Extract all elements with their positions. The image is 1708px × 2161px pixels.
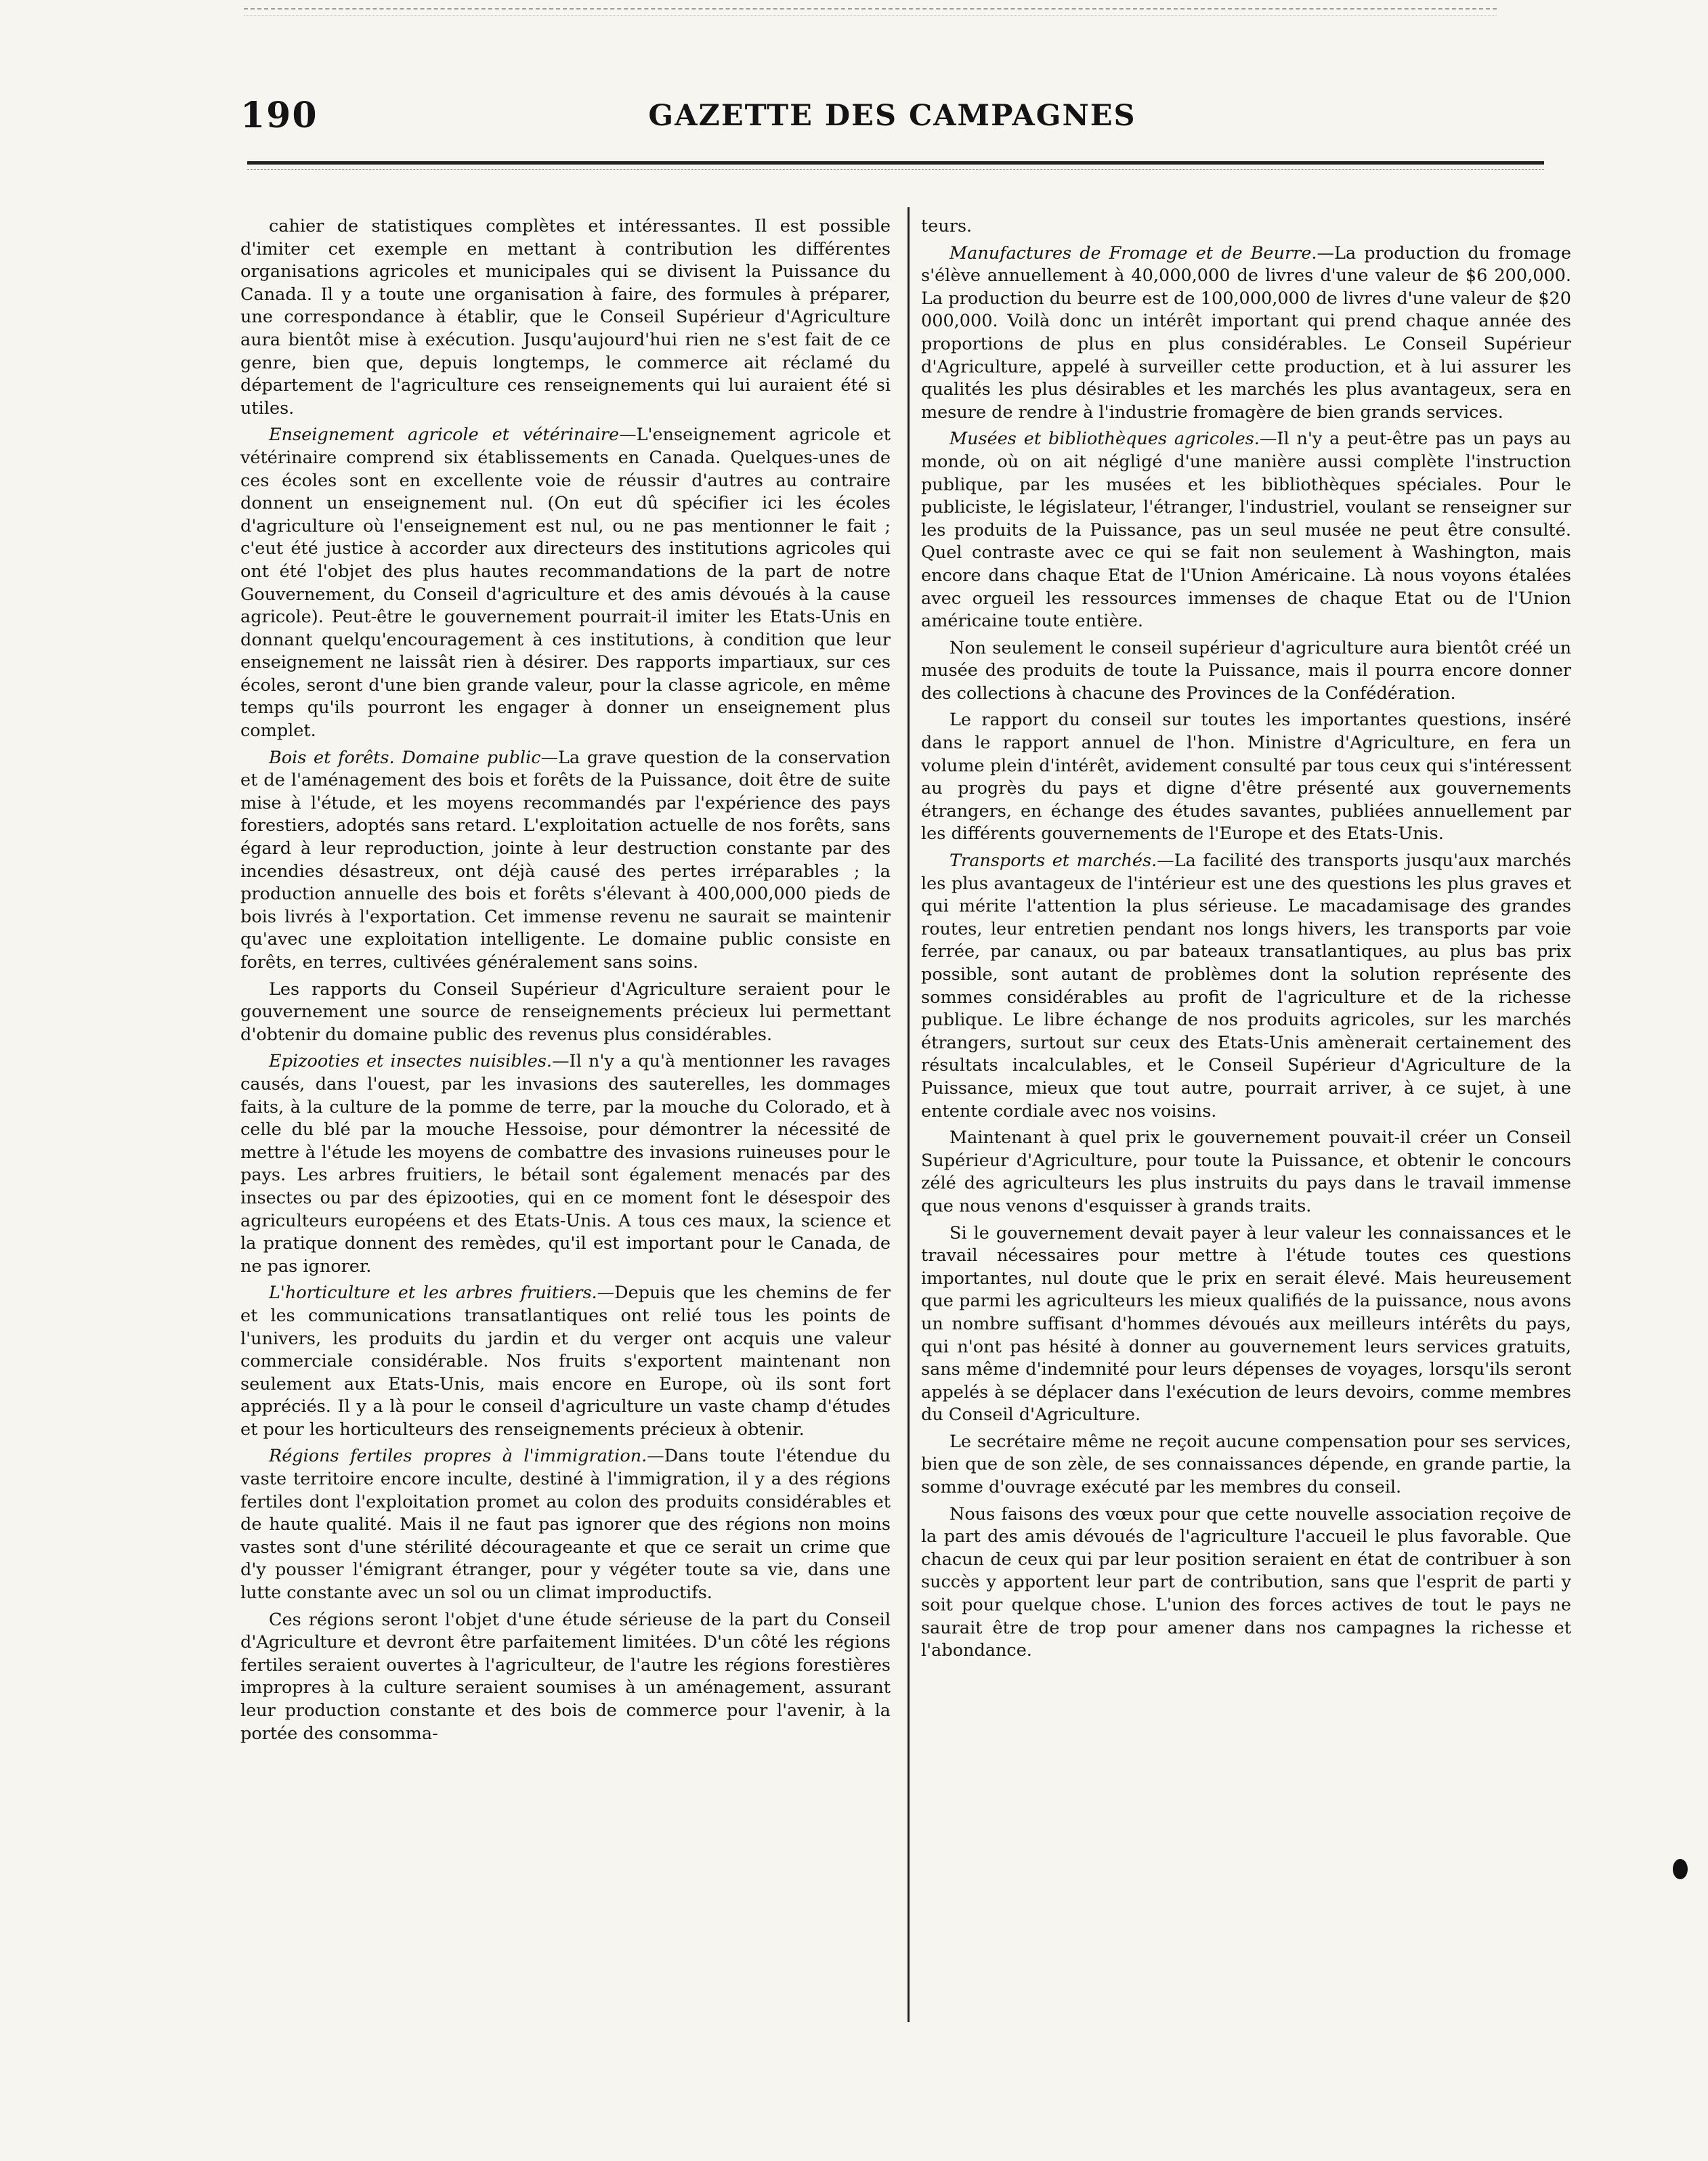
paragraph-heading: Enseignement agricole et vétérinaire [269, 425, 620, 446]
paragraph-text: Les rapports du Conseil Supérieur d'Agriculture seraient pour le gouvernement une source de renseignements précieux lui permettant d'obtenir du domaine public des revenus plus considérables. [240, 979, 891, 1045]
paragraph [240, 747, 891, 975]
paragraph [240, 424, 891, 742]
paragraph-text: Le secrétaire même ne reçoit aucune compensation pour ses services, bien que de son zèle, de ses connaissances dépende, en grande partie, la somme d'ouvrage exécuté par les membres du conseil. [921, 1431, 1571, 1498]
paragraph-heading: Manufactures de Fromage et de Beurre. [949, 242, 1317, 263]
paragraph-text: —La production du fromage s'élève annuellement à 40,000,000 de livres d'une valeur de $6 200,000. La production du beurre est de 100,000,000 de livres d'une valeur de $20 000,000. Voilà donc un intérêt important qui prend chaque année des proportions de plus en plus considérables. Le Conseil Supérieur d'Agriculture, appelé à surveiller cette production, et à lui assurer les qualités les plus désirables et les marchés les plus avantageux, sera en mesure de rendre à l'industrie fromagère de bien grands services. [921, 242, 1571, 423]
left-column [240, 215, 891, 1749]
page-title: GAZETTE DES CAMPAGNES [648, 99, 1136, 133]
right-column [921, 215, 1571, 1667]
paragraph [921, 1222, 1571, 1427]
column-divider [908, 207, 910, 2022]
page-header [240, 95, 1544, 149]
paragraph [921, 215, 1571, 238]
header-rule-thin [247, 169, 1544, 170]
paragraph [240, 1282, 891, 1441]
paragraph-text: —Depuis que les chemins de fer et les communications transatlantiques ont relié tous les points de l'univers, les produits du jardin et du verger ont acquis une valeur commerciale considérable. Nos fruits s'exportent maintenant non seulement aux Etats-Unis, mais encore en Europe, où ils sont fort appréciés. Il y a là pour le conseil d'agriculture un vaste champ d'études et pour les horticulteurs des renseignements précieux à obtenir. [240, 1283, 891, 1440]
paragraph [921, 709, 1571, 846]
paragraph [921, 850, 1571, 1123]
paragraph-heading: Epizooties et insectes nuisibles. [269, 1051, 553, 1072]
paragraph-text: —Il n'y a peut-être pas un pays au monde, où on ait négligé d'une manière aussi complète l'instruction publique, par les musées et les bibliothèques spéciales. Pour le publiciste, le législateur, l'étranger, l'industriel, voulant se renseigner sur les produits de la Puissance, pas un seul musée ne peut être consulté. Quel contraste avec ce qui se fait non seulement à Washington, mais encore dans chaque Etat de l'Union Américaine. Là nous voyons étalées avec orgueil les ressources immenses de chaque Etat ou de l'Union américaine toute entière. [921, 429, 1572, 632]
page-number: 190 [240, 95, 318, 136]
paragraph-text: —La grave question de la conservation et de l'aménagement des bois et forêts de la Puissance, doit être de suite mise à l'étude, et les moyens recommandés par l'expérience des pays forestiers, adoptés sans retard. L'exploitation actuelle de nos forêts, sans égard à leur reproduction, jointe à leur destruction constante par des incendies désastreux, ont déjà causé des pertes irréparables ; la production annuelle des bois et forêts s'élevant à 400,000,000 pieds de bois livrés à l'exportation. Cet immense revenu ne saurait se maintenir qu'avec une exploitation intelligente. Le domaine public consiste en forêts, en terres, cultivées généralement sans soins. [240, 747, 891, 972]
paragraph [921, 1503, 1571, 1663]
paragraph-text: —Dans toute l'étendue du vaste territoire encore inculte, destiné à l'immigration, il y a des régions fertiles dont l'exploitation promet au colon des produits considérables et de haute qualité. Mais il ne faut pas ignorer que des régions non moins vastes sont d'une stérilité décourageante et que ce serait un crime que d'y pousser l'émigrant étranger, pour y végéter toute sa vie, dans une lutte constante avec un sol ou un climat improductifs. [240, 1446, 891, 1604]
paragraph [921, 428, 1571, 633]
top-edge-rule [244, 8, 1497, 9]
paragraph-text: Ces régions seront l'objet d'une étude sérieuse de la part du Conseil d'Agriculture et devront être parfaitement limitées. D'un côté les régions fertiles seraient ouvertes à l'agriculteur, de l'autre les régions forestières impropres à la culture seraient soumises à un aménagement, assurant leur production constante et des bois de commerce pour l'avenir, à la portée des consomma- [240, 1609, 891, 1744]
paragraph-heading: Musées et bibliothèques agricoles. [949, 429, 1260, 450]
paragraph [240, 215, 891, 420]
paragraph-text: Le rapport du conseil sur toutes les importantes questions, inséré dans le rapport annuel de l'hon. Ministre d'Agriculture, en fera un volume plein d'intérêt, avidement consulté par tous ceux qui s'intéressent au progrès du pays et digne d'être présenté aux gouvernements étrangers, en échange des études savantes, publiées annuellement par les différents gouvernements de l'Europe et des Etats-Unis. [921, 710, 1571, 844]
paragraph-text: —Il n'y a qu'à mentionner les ravages causés, dans l'ouest, par les invasions des sauterelles, les dommages faits, à la culture de la pomme de terre, par la mouche du Colorado, et à celle du blé par la mouche Hessoise, pour démontrer la nécessité de mettre à l'étude les moyens de combattre des invasions ruineuses pour le pays. Les arbres fruitiers, le bétail sont également menacés par des insectes ou par des épizooties, qui en ce moment font le désespoir des agriculteurs européens et des Etats-Unis. A tous ces maux, la science et la pratique donnent des remèdes, qu'il est important pour le Canada, de ne pas ignorer. [240, 1051, 891, 1277]
header-rule [247, 161, 1544, 165]
paragraph [240, 1445, 891, 1604]
paragraph-heading: L'horticulture et les arbres fruitiers. [269, 1283, 597, 1304]
top-edge-rule-dotted [244, 15, 1497, 16]
paragraph [240, 1609, 891, 1746]
paragraph [921, 1127, 1571, 1218]
paragraph-text: Maintenant à quel prix le gouvernement pouvait-il créer un Conseil Supérieur d'Agriculture, pour toute la Puissance, et obtenir le concours zélé des agriculteurs les plus instruits du pays dans le travail immense que nous venons d'esquisser à grands traits. [921, 1128, 1571, 1216]
paragraph-text: Si le gouvernement devait payer à leur valeur les connaissances et le travail nécessaires pour mettre à l'étude toutes ces questions importantes, nul doute que le prix en serait élevé. Mais heureusement que parmi les agriculteurs les mieux qualifiés de la puissance, nous avons un nombre suffisant d'hommes dévoués aux meilleurs intérêts du pays, qui n'ont pas hésité à donner au gouvernement leurs services gratuits, sans même d'indemnité pour leurs dépenses de voyages, lorsqu'ils seront appelés à se déplacer dans l'exécution de leurs devoirs, comme membres du Conseil d'Agriculture. [921, 1222, 1571, 1426]
paragraph-heading: Transports et marchés. [949, 851, 1157, 872]
ink-blot [1673, 1859, 1688, 1879]
paragraph-text: teurs. [921, 216, 973, 236]
paragraph [921, 242, 1571, 425]
paragraph-heading: Régions fertiles propres à l'immigration. [269, 1446, 647, 1467]
paragraph-text: cahier de statistiques complètes et intéressantes. Il est possible d'imiter cet exemple en mettant à contribution les différentes organisations agricoles et municipales qui se divisent la Puissance du Canada. Il y a toute une organisation à faire, des formules à préparer, une correspondance à établir, que le Conseil Supérieur d'Agriculture aura bientôt mise à exécution. Jusqu'aujourd'hui rien ne s'est fait de ce genre, bien que, depuis longtemps, le commerce ait réclamé du département de l'agriculture ces renseignements qui lui auraient été si utiles. [240, 216, 891, 419]
paragraph [921, 1431, 1571, 1499]
paragraph-text: Non seulement le conseil supérieur d'agriculture aura bientôt créé un musée des produits de toute la Puissance, mais il pourra encore donner des collections à chacune des Provinces de la Confédération. [921, 637, 1571, 704]
paragraph-heading: Bois et forêts. Domaine public [269, 747, 541, 768]
paragraph [921, 637, 1571, 706]
paragraph-text: —La facilité des transports jusqu'aux marchés les plus avantageux de l'intérieur est une des questions les plus graves et qui mérite l'attention la plus sérieuse. Le macadamisage des grandes routes, leur entretien pendant nos longs hivers, les transports par voie ferrée, par canaux, ou par bateaux transatlantiques, au plus bas prix possible, sont autant de problèmes dont la solution représente des sommes considérables au profit de l'agriculture et de la richesse publique. Le libre échange de nos produits agricoles, sur les marchés étrangers, surtout sur ceux des Etats-Unis amènerait certainement des résultats incalculables, et le Conseil Supérieur d'Agriculture de la Puissance, mieux que tout autre, pourrait arriver, à ce sujet, à une entente cordiale avec nos voisins. [921, 851, 1572, 1121]
paragraph-text: Nous faisons des vœux pour que cette nouvelle association reçoive de la part des amis dévoués de l'agriculture l'accueil le plus favorable. Que chacun de ceux qui par leur position seraient en état de contribuer à son succès y apportent leur part de contribution, sans que l'esprit de parti y soit pour quelque chose. L'union des forces actives de tout le pays ne saurait être de trop pour amener dans nos campagnes la richesse et l'abondance. [921, 1503, 1571, 1661]
paragraph [240, 1050, 891, 1278]
paragraph [240, 979, 891, 1047]
paragraph-text: —L'enseignement agricole et vétérinaire comprend six établissements en Canada. Quelques-unes de ces écoles sont en excellente voie de réussir d'autres au contraire donnent un enseignement nul. (On eut dû spécifier ici les écoles d'agriculture où l'enseignement est nul, ou ne pas mentionner le fait ; c'eut été justice à accorder aux directeurs des institutions agricoles qui ont été l'objet des plus hautes recommandations de la part de notre Gouvernement, du Conseil d'agriculture et des amis dévoués à la cause agricole). Peut-être le gouvernement pourrait-il imiter les Etats-Unis en donnant quelqu'encouragement à ces institutions, à condition que leur enseignement ne laissât rien à désirer. Des rapports impartiaux, sur ces écoles, seront d'une bien grande valeur, pour la classe agricole, en même temps qu'ils pourront les engager à donner un enseignement plus complet. [240, 425, 891, 742]
